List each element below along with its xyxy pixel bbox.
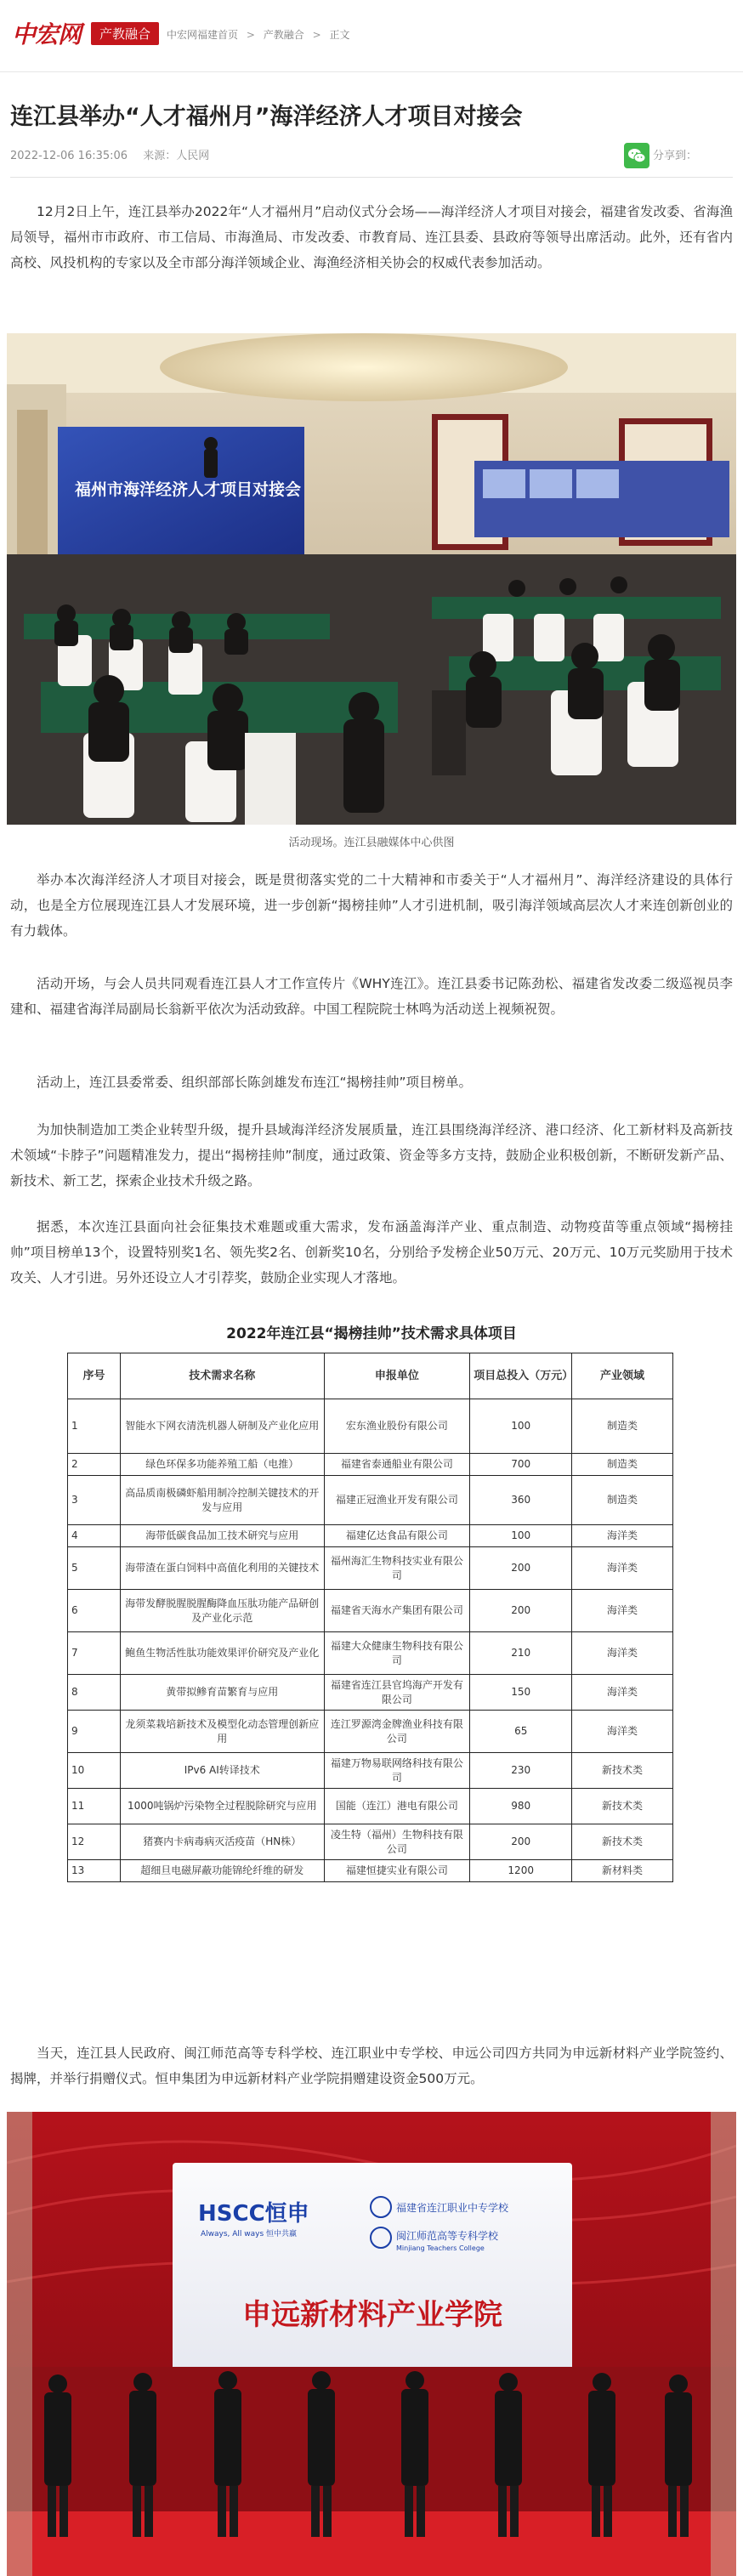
site-header [0,0,743,75]
industry-field: 海洋类 [572,1547,673,1590]
project-table [67,1353,673,1882]
industry-field: 新材料类 [572,1860,673,1882]
article-title: 连江县举办“人才福州月”海洋经济人才项目对接会 [10,104,523,130]
banner-school1-name: 福建省连江职业中专学校 [396,2202,509,2214]
total-investment: 200 [470,1547,572,1590]
wechat-share-button[interactable] [624,143,649,168]
industry-field: 海洋类 [572,1525,673,1547]
row-number: 2 [68,1454,121,1476]
applicant-unit: 福建恒捷实业有限公司 [324,1860,470,1882]
applicant-unit: 福州海汇生物科技实业有限公司 [324,1547,470,1590]
breadcrumb-separator: > [246,29,255,41]
total-investment: 150 [470,1675,572,1711]
column-header: 技术需求名称 [120,1353,324,1399]
column-header: 项目总投入（万元） [470,1353,572,1399]
column-header: 申报单位 [324,1353,470,1399]
row-number: 6 [68,1590,121,1632]
breadcrumb [167,27,354,42]
banner-logo-hscc: HSCC恒申 [198,2201,309,2227]
requirement-name: 1000吨锅炉污染物全过程脱除研究与应用 [120,1789,324,1824]
industry-field: 制造类 [572,1399,673,1454]
total-investment: 360 [470,1476,572,1525]
table-row [68,1711,673,1753]
total-investment: 210 [470,1632,572,1675]
requirement-name: 猪赛内卡病毒病灭活疫苗（HN株） [120,1824,324,1860]
table-row [68,1547,673,1590]
industry-field: 新技术类 [572,1753,673,1789]
row-number: 5 [68,1547,121,1590]
table-row [68,1789,673,1824]
industry-field: 新技术类 [572,1824,673,1860]
article-paragraph: 为加快制造加工类企业转型升级，提升县域海洋经济发展质量，连江县围绕海洋经济、港口经济、化工新材料及高新技术领域“卡脖子”问题精准发力，提出“揭榜挂帅”制度，通过政策、资金等多方支持，鼓励企业积极创新，不断研发新产品、新技术、新工艺，探索企业技术升级之路。 [10,1122,733,1189]
banner-logo-slogan: Always, All ways 恒中共赢 [201,2230,298,2238]
requirement-name: 龙须菜栽培新技术及模型化动态管理创新应用 [120,1711,324,1753]
channel-tag[interactable]: 产教融合 [91,22,159,45]
venue-screen-text: 福州市海洋经济人才项目对接会 [75,480,302,499]
column-header: 产业领域 [572,1353,673,1399]
applicant-unit: 福建万物易联网络科技有限公司 [324,1753,470,1789]
table-row [68,1824,673,1860]
publish-date: 2022-12-06 16:35:06 [10,150,128,162]
industry-field: 海洋类 [572,1590,673,1632]
table-row [68,1525,673,1547]
row-number: 10 [68,1753,121,1789]
banner-school2-name: 闽江师范高等专科学校 [396,2230,499,2242]
table-body [68,1399,673,1882]
applicant-unit: 福建亿达食品有限公司 [324,1525,470,1547]
article-meta [10,146,221,162]
table-row [68,1399,673,1454]
table-row [68,1675,673,1711]
applicant-unit: 国能（连江）港电有限公司 [324,1789,470,1824]
table-row [68,1753,673,1789]
industry-field: 海洋类 [572,1675,673,1711]
total-investment: 65 [470,1711,572,1753]
requirement-name: IPv6 AI转译技术 [120,1753,324,1789]
total-investment: 700 [470,1454,572,1476]
article-paragraph: 据悉，本次连江县面向社会征集技术难题或重大需求，发布涵盖海洋产业、重点制造、动物疫苗等重点领域“揭榜挂帅”项目榜单13个，设置特别奖1名、领先奖2名、创新奖10名，分别给予发榜企业50万元、20万元、10万元奖励用于技术攻关、人才引进。另外还设立人才引荐奖，鼓励企业实现人才落地。 [10,1219,733,1285]
column-header: 序号 [68,1353,121,1399]
banner-title: 申远新材料产业学院 [242,2298,502,2332]
breadcrumb-channel[interactable]: 产教融合 [263,29,304,41]
unveiling-photo [7,2112,736,2576]
applicant-unit: 宏东渔业股份有限公司 [324,1399,470,1454]
logo-text: 中宏网 [12,20,82,48]
row-number: 1 [68,1399,121,1454]
site-logo[interactable] [12,19,159,48]
article-paragraph: 当天，连江县人民政府、闽江师范高等专科学校、连江职业中专学校、申远公司四方共同为申远新材料产业学院签约、揭牌，并举行捐赠仪式。恒申集团为申远新材料产业学院捐赠建设资金500万元。 [10,2045,733,2086]
table-row [68,1860,673,1882]
requirement-name: 海带渣在蛋白饲料中高值化利用的关键技术 [120,1547,324,1590]
requirement-name: 海带发酵脱腥脱腥酶降血压肽功能产品研创及产业化示范 [120,1590,324,1632]
table-title: 2022年连江县“揭榜挂帅”技术需求具体项目 [226,1325,517,1342]
article-paragraph: 活动开场，与会人员共同观看连江县人才工作宣传片《WHY连江》。连江县委书记陈劲松、福建省发改委二级巡视员李建和、福建省海洋局副局长翁新平依次为活动致辞。中国工程院院士林鸣为活动送上视频祝贺。 [10,976,733,1017]
row-number: 12 [68,1824,121,1860]
total-investment: 100 [470,1525,572,1547]
row-number: 7 [68,1632,121,1675]
row-number: 8 [68,1675,121,1711]
breadcrumb-current: 正文 [329,29,350,41]
requirement-name: 智能水下网衣清洗机器人研制及产业化应用 [120,1399,324,1454]
article-paragraph: 12月2日上午，连江县举办2022年“人才福州月”启动仪式分会场——海洋经济人才项目对接会，福建省发改委、省海渔局领导，福州市市政府、市工信局、市海渔局、市发改委、市教育局、连江县委、县政府等领导出席活动。此外，还有省内高校、风投机构的专家以及全市部分海洋领域企业、海渔经济相关协会的权威代表参加活动。 [10,204,733,270]
industry-field: 海洋类 [572,1711,673,1753]
requirement-name: 黄带拟鲹育苗繁育与应用 [120,1675,324,1711]
event-photo [7,333,736,825]
row-number: 3 [68,1476,121,1525]
row-number: 11 [68,1789,121,1824]
total-investment: 230 [470,1753,572,1789]
industry-field: 新技术类 [572,1789,673,1824]
row-number: 9 [68,1711,121,1753]
article-source: 来源：人民网 [143,150,210,162]
requirement-name: 绿色环保多功能养殖工船（电推） [120,1454,324,1476]
total-investment: 200 [470,1590,572,1632]
article-paragraph: 举办本次海洋经济人才项目对接会，既是贯彻落实党的二十大精神和市委关于“人才福州月”、海洋经济建设的具体行动，也是全方位展现连江县人才发展环境，进一步创新“揭榜挂帅”人才引进机制，吸引海洋领域高层次人才来连创新创业的有力载体。 [10,872,733,939]
table-row [68,1454,673,1476]
meta-divider [10,177,733,178]
total-investment: 980 [470,1789,572,1824]
applicant-unit: 凌生特（福州）生物科技有限公司 [324,1824,470,1860]
header-divider [0,71,743,72]
event-photo-image [7,333,736,825]
photo-caption: 活动现场。连江县融媒体中心供图 [288,837,455,849]
applicant-unit: 福建正冠渔业开发有限公司 [324,1476,470,1525]
banner-school2-name-en: Minjiang Teachers College [396,2244,485,2252]
requirement-name: 超细旦电磁屏蔽功能锦纶纤维的研发 [120,1860,324,1882]
table-row [68,1632,673,1675]
total-investment: 200 [470,1824,572,1860]
industry-field: 制造类 [572,1454,673,1476]
applicant-unit: 福建省泰通船业有限公司 [324,1454,470,1476]
table-row [68,1476,673,1525]
total-investment: 1200 [470,1860,572,1882]
row-number: 4 [68,1525,121,1547]
unveiling-photo-image [7,2112,736,2576]
table-header-row [68,1353,673,1399]
applicant-unit: 福建省连江县官坞海产开发有限公司 [324,1675,470,1711]
table-row [68,1590,673,1632]
breadcrumb-home[interactable]: 中宏网福建首页 [167,29,239,41]
article-paragraph: 活动上，连江县委常委、组织部部长陈剑雄发布连江“揭榜挂帅”项目榜单。 [37,1075,473,1090]
row-number: 13 [68,1860,121,1882]
requirement-name: 高品质南极磷虾船用制冷控制关键技术的开发与应用 [120,1476,324,1525]
industry-field: 制造类 [572,1476,673,1525]
total-investment: 100 [470,1399,572,1454]
applicant-unit: 连江罗源湾金牌渔业科技有限公司 [324,1711,470,1753]
applicant-unit: 福建省天海水产集团有限公司 [324,1590,470,1632]
requirement-name: 海带低碳食品加工技术研究与应用 [120,1525,324,1547]
wechat-icon [627,148,646,163]
breadcrumb-separator: > [312,29,321,41]
industry-field: 海洋类 [572,1632,673,1675]
requirement-name: 鲍鱼生物活性肽功能效果评价研究及产业化 [120,1632,324,1675]
applicant-unit: 福建大众健康生物科技有限公司 [324,1632,470,1675]
share-label: 分享到： [652,150,697,162]
